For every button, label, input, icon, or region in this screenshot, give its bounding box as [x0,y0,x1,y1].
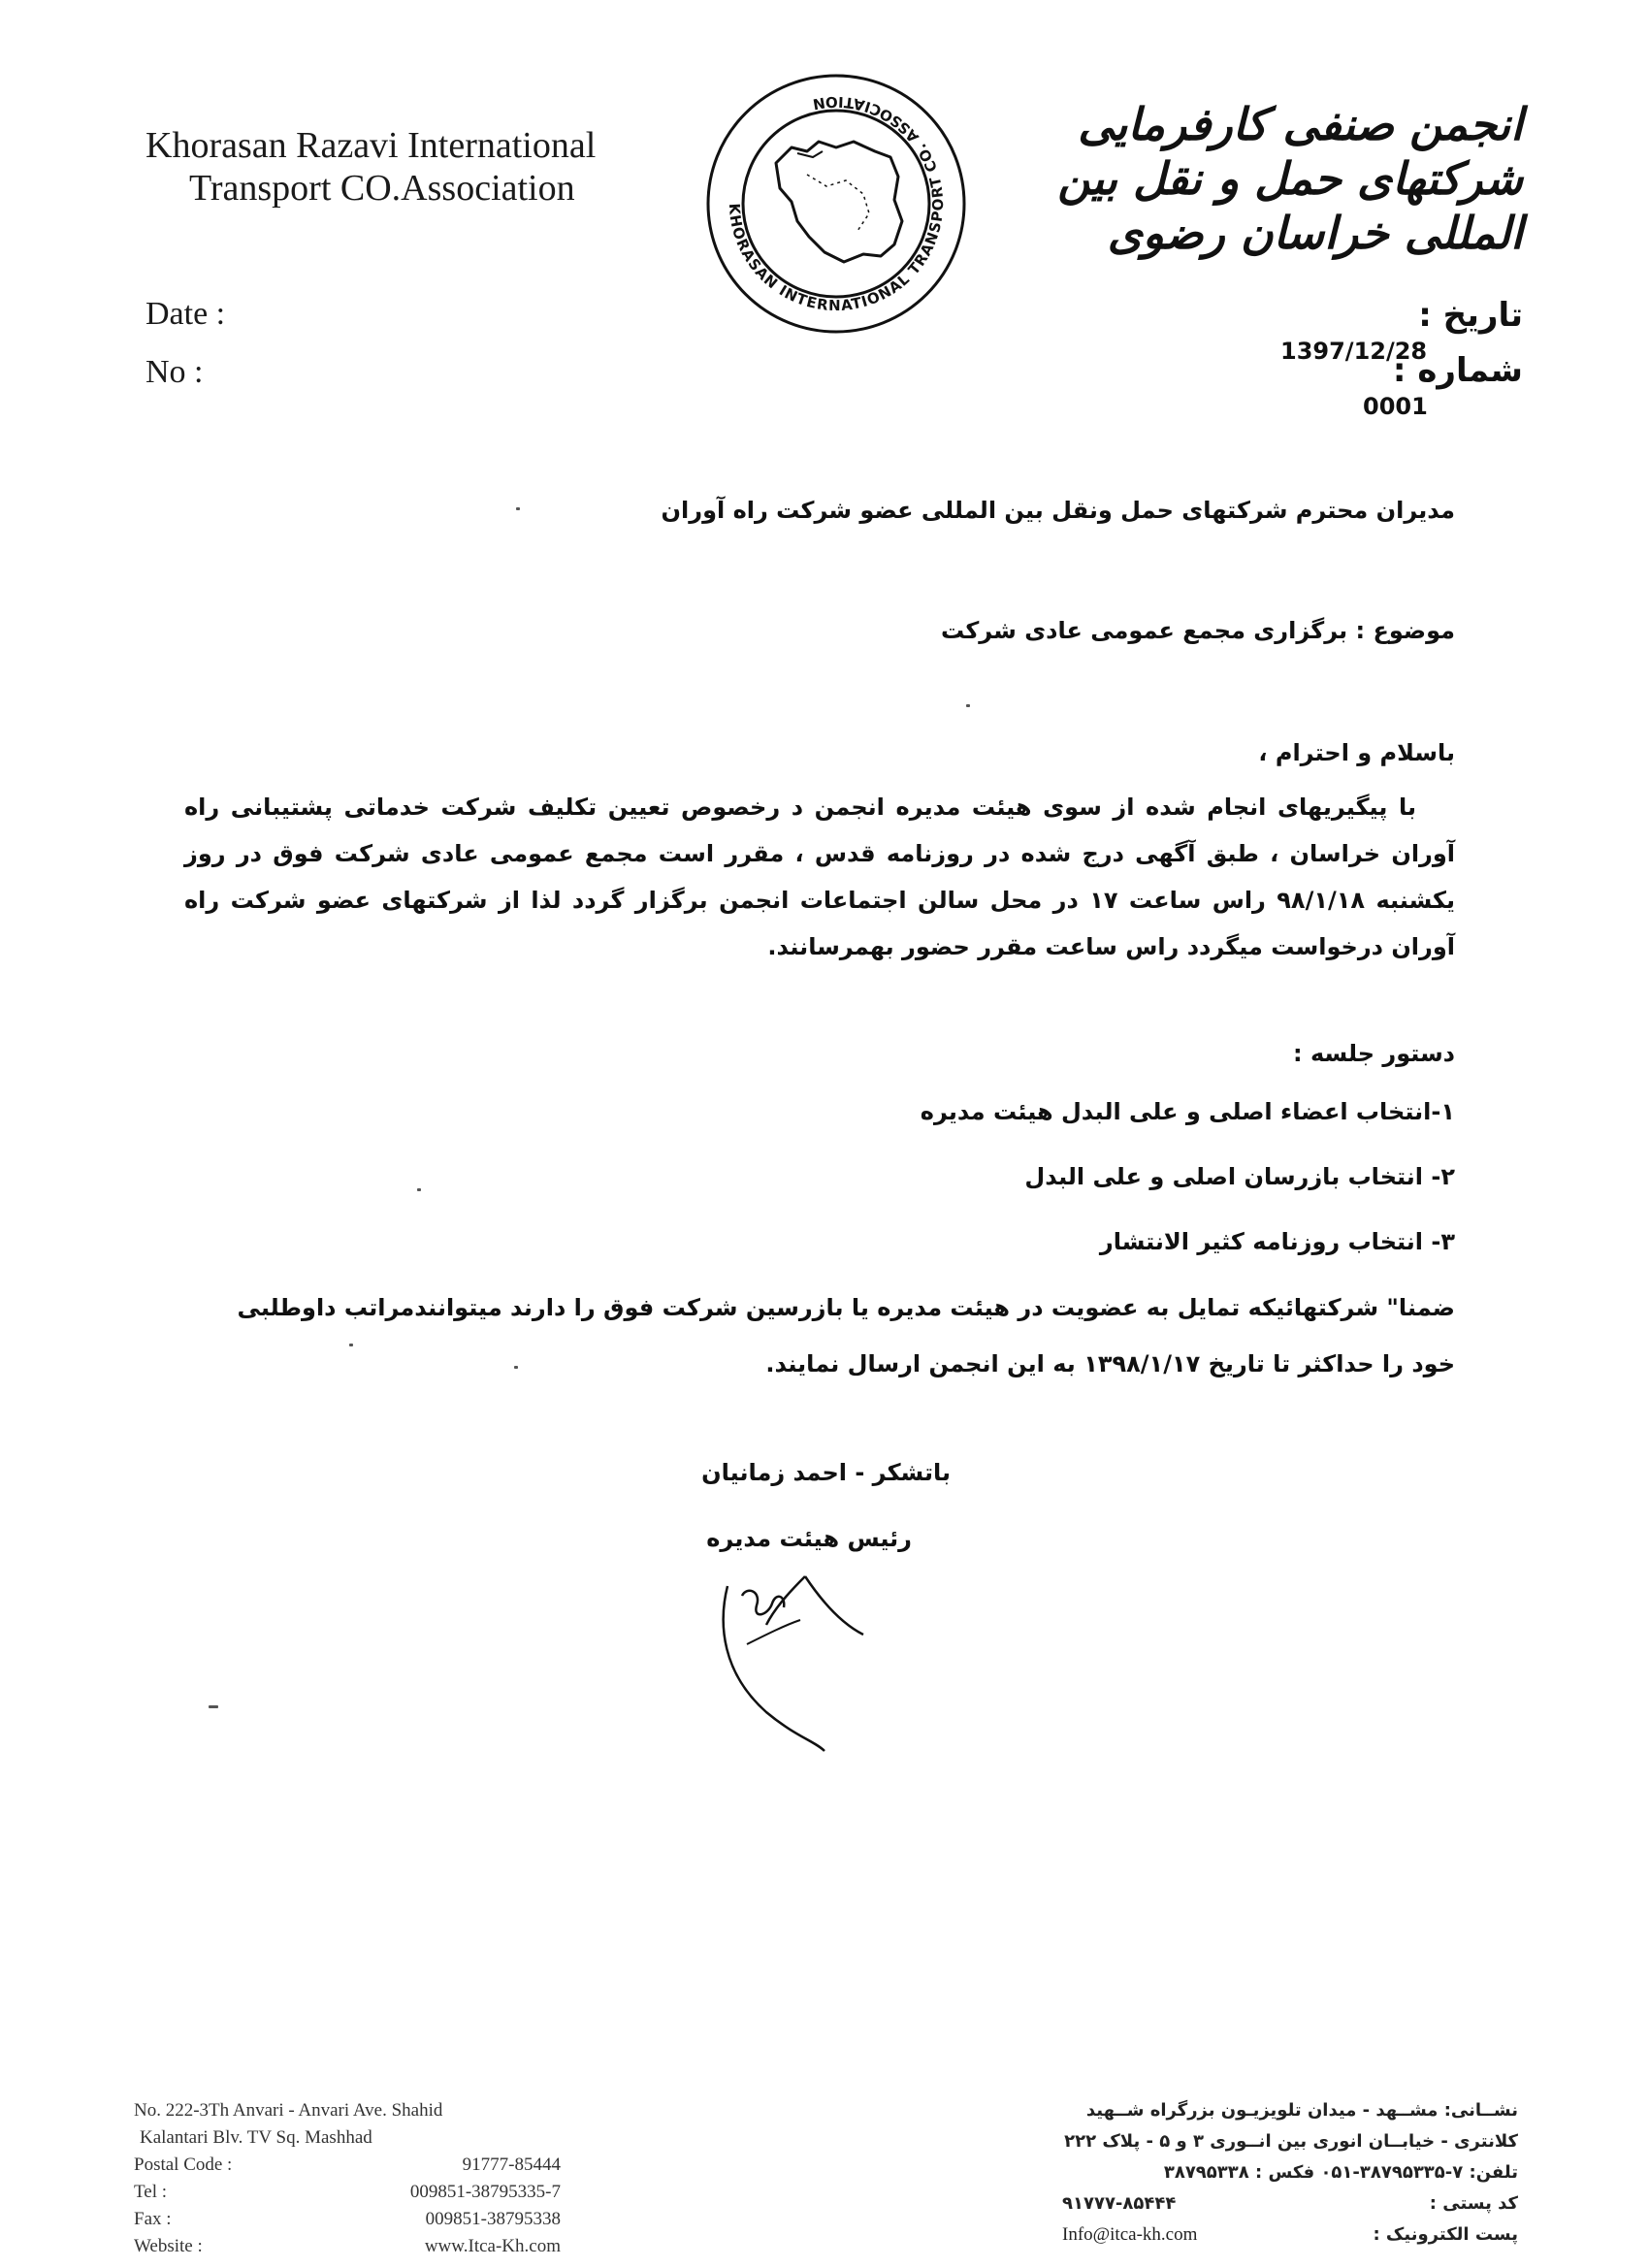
note-line-1: ضمنا" شرکتهائیکه تمایل به عضویت در هیئت مدیره یا بازرسین شرکت فوق را دارند میتوانندمراتب داوطلبی [237,1294,1455,1321]
footer-tel-row [134,2179,580,2206]
footer-tel-value: 009851-38795335-7 [409,2182,561,2202]
footer-website-row [134,2233,580,2260]
number-value: 0001 [1363,393,1428,420]
seal-text: KHORASAN INTERNATIONAL TRANSPORT CO. ASSOCIATION [725,92,948,315]
org-name-persian: انجمن صنفی کارفرمایی شرکتهای حمل و نقل بین المللی خراسان رضوی [1057,98,1523,259]
footer-fax-row [134,2206,580,2233]
org-name-english-line2: Transport CO.Association [189,168,575,209]
footer-fa-phone-line: تلفن: ۷-۳۸۷۹۵۳۳۵-۰۵۱ فکس : ۳۸۷۹۵۳۳۸ [1163,2162,1518,2183]
body-paragraph: با پیگیریهای انجام شده از سوی هیئت مدیره انجمن د رخصوص تعیین تکلیف شرکت خدماتی پشتیبانی راه آوران خراسان ، طبق آگهی درج شده در روزنامه قدس ، مقرر است مجمع عمومی عادی شرکت فوق در روز یکشنبه ۹۸/۱/۱۸ راس ساعت ۱۷ در محل سالن اجتماعات انجمن برگزار گردد لذا از شرکتهای عضو شرکت راه آوران درخواست میگردد راس ساعت مقرر حضور بهمرسانند. [184,794,1455,960]
handwritten-signature [708,1567,883,1761]
agenda-item: ۲- انتخاب بازرسان اصلی و علی البدل [1024,1163,1455,1190]
subject-line: موضوع : برگزاری مجمع عمومی عادی شرکت [940,617,1455,644]
footer-fa-email-value: Info@itca-kh.com [1062,2224,1198,2245]
signature-icon [708,1567,883,1761]
footer-fax-label: Fax : [134,2209,172,2229]
footer-postal-value: 91777-85444 [462,2155,561,2175]
footer-postal-row [134,2152,580,2179]
svg-text:KHORASAN INTERNATIONAL TRANSPO [726,93,947,314]
footer-website-value: www.Itca-Kh.com [424,2236,561,2256]
agenda-title: دستور جلسه : [1293,1040,1455,1067]
seal-icon [691,58,982,349]
footer-fa-postal-label: کد پستی : [1429,2193,1518,2214]
footer-fa-email-row [1062,2219,1518,2251]
org-name-english [146,124,728,210]
date-label-fa: تاریخ : [1418,296,1523,335]
greeting-line: باسلام و احترام ، [1258,739,1455,766]
association-seal-logo [691,58,982,349]
agenda-item: ۱-انتخاب اعضاء اصلی و علی البدل هیئت مدیره [920,1098,1455,1125]
footer-fa-postal-value: ۹۱۷۷۷-۸۵۴۴۴ [1062,2193,1177,2214]
footer-fa-postal-row [1062,2188,1518,2219]
letterhead [0,0,1649,446]
footer-website-label: Website : [134,2236,203,2256]
footer-english [134,2097,580,2260]
footer-tel-label: Tel : [134,2182,168,2202]
footer-postal-label: Postal Code : [134,2155,233,2175]
footer-fax-value: 009851-38795338 [425,2209,561,2229]
footer-fa-address-line2: کلانتری - خیابــان انوری بین انــوری ۳ و ۵ - پلاک ۲۲۲ [1064,2131,1518,2152]
agenda-item: ۳- انتخاب روزنامه کثیر الانتشار [1099,1228,1455,1255]
recipient-line: مدیران محترم شرکتهای حمل ونقل بین المللی عضو شرکت راه آوران [661,497,1455,524]
footer-fa-address-line1: نشــانی: مشــهد - میدان تلویزیـون بزرگراه شــهید [1085,2100,1518,2121]
date-value: 1397/12/28 [1280,338,1428,365]
footer-address-line1: No. 222-3Th Anvari - Anvari Ave. Shahid [134,2100,443,2121]
footer-address-line2: Kalantari Blv. TV Sq. Mashhad [140,2127,372,2148]
signer-title: رئیس هیئت مدیره [706,1525,912,1552]
note-line-2: خود را حداکثر تا تاریخ ۱۳۹۸/۱/۱۷ به این انجمن ارسال نمایند. [765,1350,1455,1377]
number-label-en: No : [146,354,204,390]
org-name-english-line1: Khorasan Razavi International [146,125,597,166]
footer-fa-email-label: پست الکترونیک : [1373,2224,1518,2245]
number-label-fa: شماره : [1392,351,1523,390]
closing-line: باتشکر - احمد زمانیان [701,1459,951,1486]
footer-persian [1062,2095,1518,2251]
date-label-en: Date : [146,296,226,332]
